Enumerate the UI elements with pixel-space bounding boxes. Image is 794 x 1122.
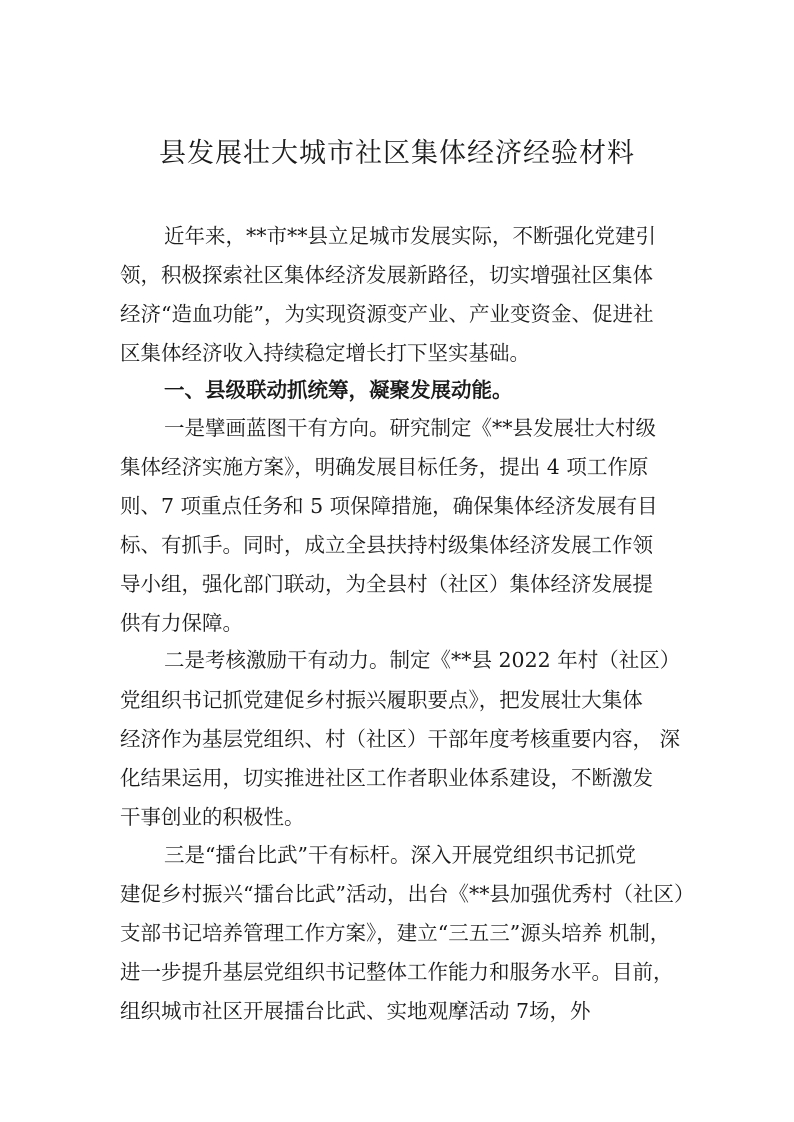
para1-line-6: 供有力保障。 [120,611,243,635]
intro-line-1: 近年来，**市**县立足城市发展实际，不断强化党建引 [164,224,656,248]
para3-line-3: 支部书记培养管理工作方案》，建立“三五三”源头培养 机制， [120,921,671,945]
intro-line-3: 经济“造血功能”，为实现资源变产业、产业变资金、促进社 [120,302,654,326]
intro-line-4: 区集体经济收入持续稳定增长打下坚实基础。 [120,341,530,365]
para2-line-3: 经济作为基层党组织、村（社区）干部年度考核重要内容， 深 [120,727,681,751]
para2-line-2: 党组织书记抓党建促乡村振兴履职要点》，把发展壮大集体 [120,688,643,712]
para2-line-5: 干事创业的积极性。 [120,805,305,829]
para1-line-5: 导小组，强化部门联动，为全县村（社区）集体经济发展提 [120,572,653,596]
section-heading-1: 一、县级联动抓统筹，凝聚发展动能。 [164,378,513,402]
para1-line-2: 集体经济实施方案》，明确发展目标任务，提出 4 项工作原 [120,455,649,479]
para1-line-1: 一是擘画蓝图干有方向。研究制定《**县发展壮大村级 [164,416,656,440]
intro-line-2: 领，积极探索社区集体经济发展新路径，切实增强社区集体 [120,263,653,287]
para1-line-3: 则、7 项重点任务和 5 项保障措施，确保集体经济发展有目 [120,494,658,518]
document-title: 县发展壮大城市社区集体经济经验材料 [159,138,635,169]
para1-line-4: 标、有抓手。同时，成立全县扶持村级集体经济发展工作领 [120,533,653,557]
para2-line-1: 二是考核激励干有动力。制定《**县 2022 年村（社区） [164,648,681,672]
para3-line-1: 三是“擂台比武”干有标杆。深入开展党组织书记抓党 [164,843,636,867]
para3-line-4: 进一步提升基层党组织书记整体工作能力和服务水平。目前， [120,960,674,984]
para3-line-5: 组织城市社区开展擂台比武、实地观摩活动 7场，外 [120,999,591,1023]
para2-line-4: 化结果运用，切实推进社区工作者职业体系建设，不断激发 [120,766,653,790]
para3-line-2: 建促乡村振兴“擂台比武”活动，出台《**县加强优秀村（社区） [120,882,695,906]
